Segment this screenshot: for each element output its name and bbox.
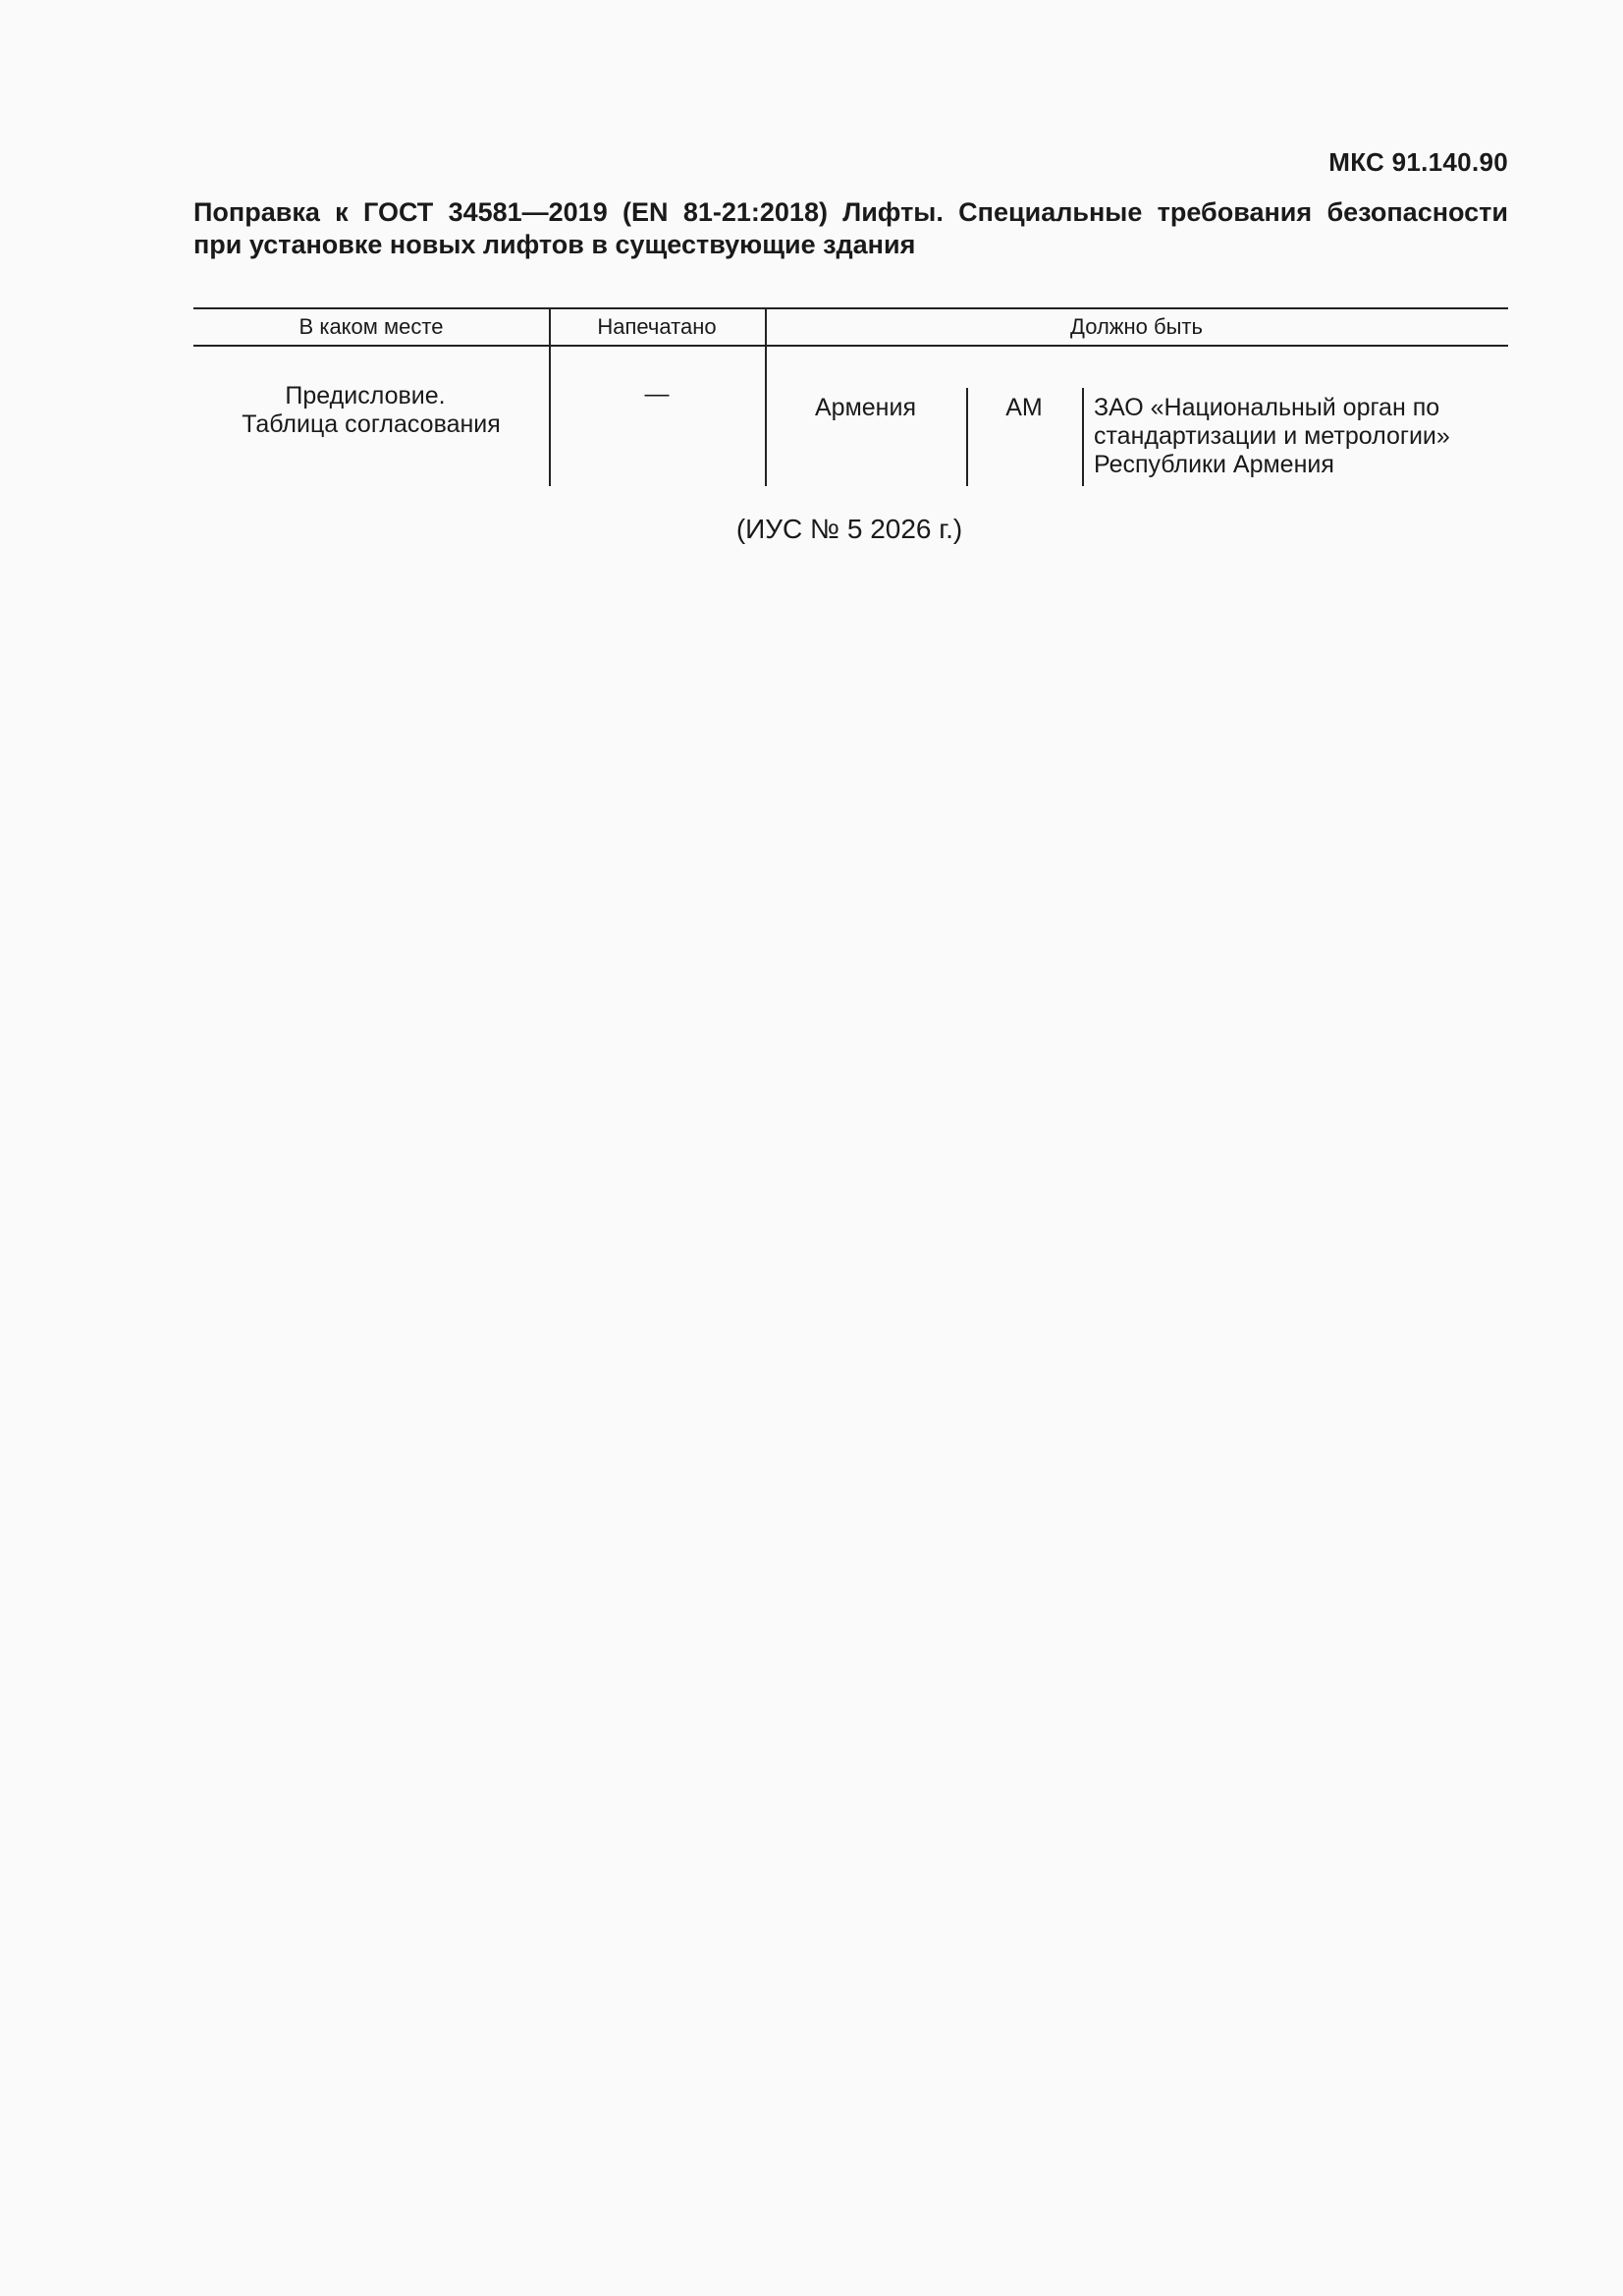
header-should-be: Должно быть: [1070, 314, 1203, 339]
subcolumn-divider-2: [1082, 388, 1084, 486]
organization-line-3: Республики Армения: [1094, 451, 1334, 478]
title-line-2: при установке новых лифтов в существующие здания: [193, 230, 916, 259]
organization-line-2: стандартизации и метрологии»: [1094, 422, 1450, 450]
cell-country: Армения: [815, 394, 916, 421]
cell-printed: —: [644, 380, 670, 408]
cell-country-code: AM: [1005, 394, 1043, 421]
correction-table: [193, 307, 1508, 486]
table-top-rule: [193, 307, 1508, 309]
cell-organization: [1094, 394, 1508, 479]
header-place: В каком месте: [298, 314, 444, 339]
place-line-2: Таблица согласования: [242, 410, 501, 438]
title-line-1: Поправка к ГОСТ 34581—2019 (EN 81-21:2018) Лифты. Специальные требования безопасности: [193, 197, 1508, 227]
mks-code: МКС 91.140.90: [1328, 147, 1508, 177]
ius-reference: (ИУС № 5 2026 г.): [735, 514, 963, 544]
header-printed: Напечатано: [597, 314, 717, 339]
document-title: [193, 196, 1508, 261]
place-line-1: Предисловие.: [285, 382, 446, 410]
table-header-rule: [193, 345, 1508, 347]
organization-line-1: ЗАО «Национальный орган по: [1094, 394, 1440, 421]
cell-place: [193, 382, 549, 439]
